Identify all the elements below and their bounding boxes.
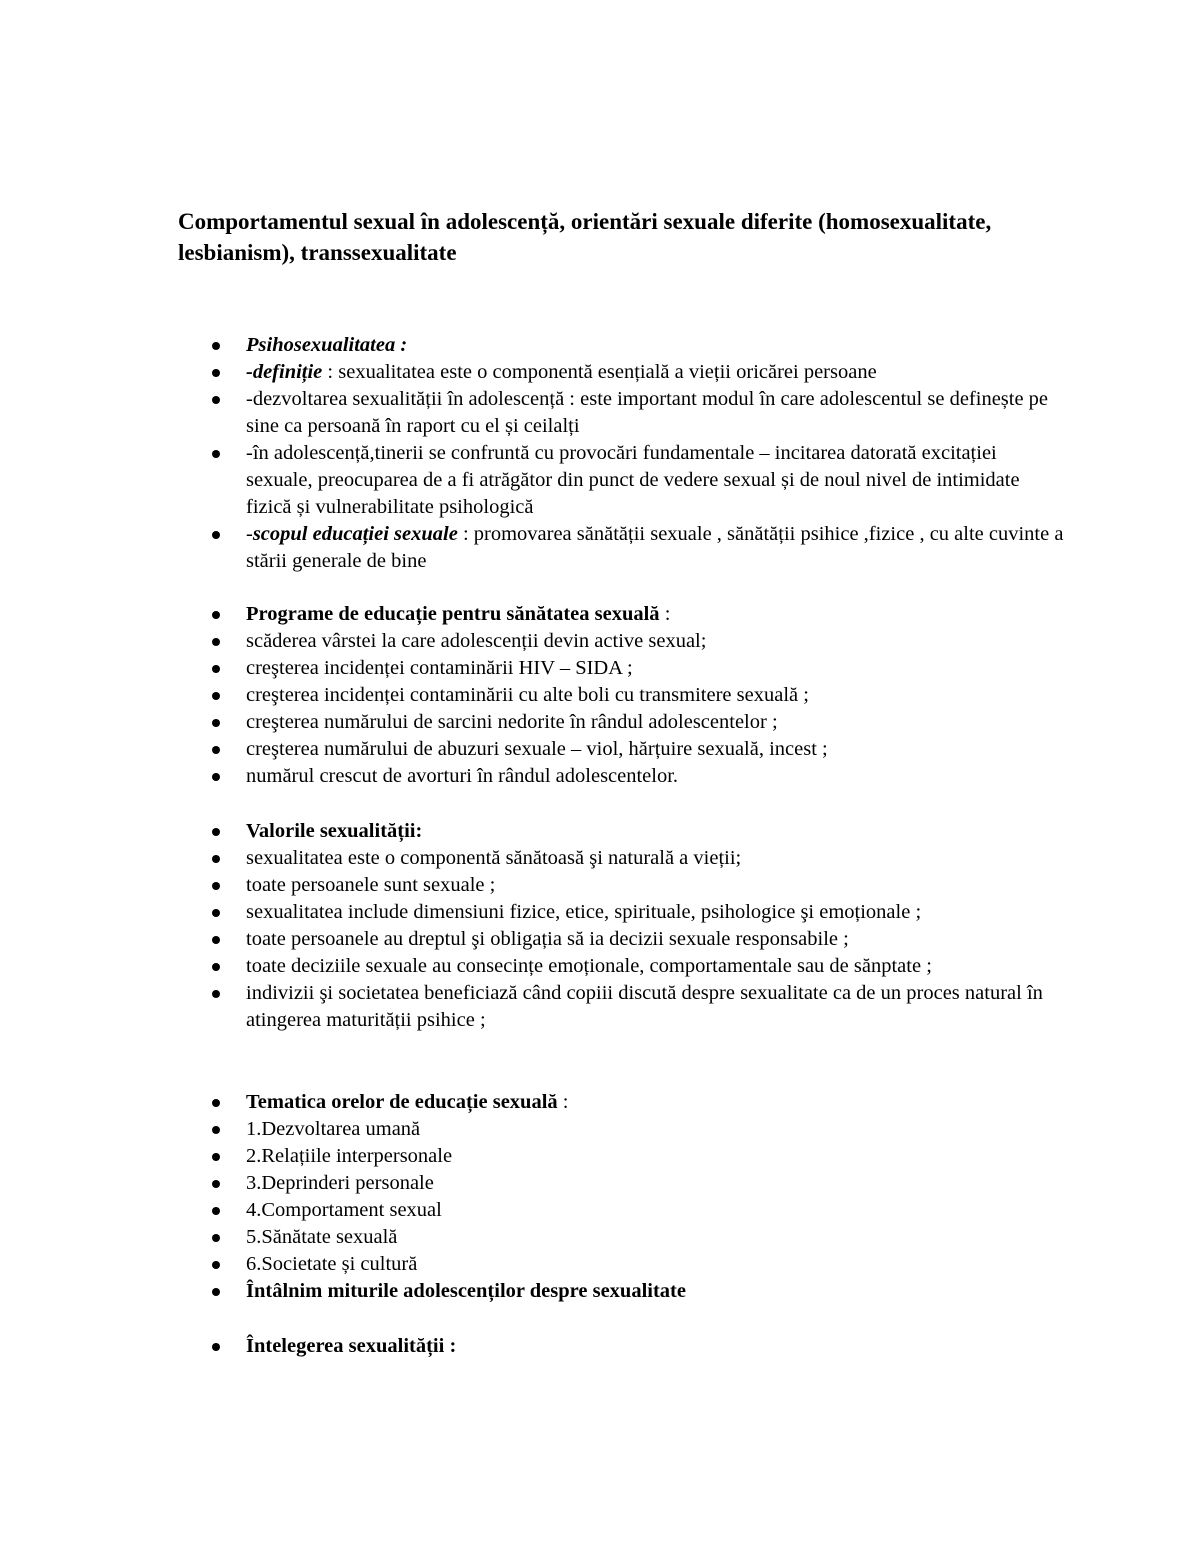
list-item [206, 1251, 1066, 1278]
list-item-text: toate persoanele au dreptul şi obligația să ia decizii sexuale responsabile ; [246, 928, 849, 950]
list-item [206, 926, 1066, 953]
list-item [206, 736, 1066, 763]
list-item [206, 953, 1066, 980]
list-item [206, 682, 1066, 709]
list-item [206, 332, 1066, 359]
list-item [206, 763, 1066, 790]
list-item [206, 655, 1066, 682]
list-item [206, 899, 1066, 926]
definitie-label: -definiție [246, 361, 323, 383]
list-item-text: 4.Comportament sexual [246, 1199, 442, 1221]
list-item-text: scăderea vârstei la care adolescenții devin active sexual; [246, 630, 707, 652]
list-item-text: toate deciziile sexuale au consecințe emoționale, comportamentale sau de sănptate ; [246, 955, 932, 977]
list-item [206, 386, 1066, 440]
section-heading: Valorile sexualității: [246, 820, 423, 842]
list-item-text: 2.Relațiile interpersonale [246, 1145, 453, 1167]
dezvoltarea-text: -dezvoltarea sexualității în adolescență : este important modul în care adolescentul se definește pe sine ca persoană în raport cu el și ceilalți [246, 388, 1049, 437]
section-heading: Întelegerea sexualității : [246, 1335, 457, 1357]
list-item-text: toate persoanele sunt sexuale ; [246, 874, 496, 896]
list-item-text: 5.Sănătate sexuală [246, 1226, 398, 1248]
list-item [206, 1143, 1066, 1170]
list-item [206, 1197, 1066, 1224]
list-item [206, 1224, 1066, 1251]
list-item [206, 628, 1066, 655]
list-item [206, 845, 1066, 872]
provocari-text: -în adolescență,tinerii se confruntă cu provocări fundamentale – incitarea datorată excitației sexuale, preocuparea de a fi atrăgător din punct de vedere sexual și de noul nivel de intimidate fizică și vulnerabilitate psihologică [246, 442, 1020, 518]
section-heading: Programe de educație pentru sănătatea sexuală [246, 603, 660, 625]
list-item-text: 3.Deprinderi personale [246, 1172, 434, 1194]
list-item [206, 521, 1066, 575]
list-item-text: sexualitatea include dimensiuni fizice, etice, spirituale, psihologice şi emoționale ; [246, 901, 922, 923]
list-item-text: creşterea numărului de sarcini nedorite în rândul adolescentelor ; [246, 711, 778, 733]
list-item-text: creşterea numărului de abuzuri sexuale – viol, hărțuire sexuală, incest ; [246, 738, 828, 760]
list-item [206, 980, 1066, 1034]
list-item [206, 818, 1066, 845]
list-item [206, 1089, 1066, 1116]
list-item [206, 872, 1066, 899]
section-intelegerea [206, 1333, 1066, 1360]
heading-suffix: : [557, 1091, 569, 1113]
list-item-text: 6.Societate și cultură [246, 1253, 418, 1275]
heading-suffix: : [659, 603, 671, 625]
document-title: Comportamentul sexual în adolescență, orientări sexuale diferite (homosexualitate, lesbianism), transsexualitate [178, 209, 992, 265]
scopul-label: scopul educației sexuale [252, 523, 458, 545]
miturile-heading: Întâlnim miturile adolescenților despre sexualitate [246, 1280, 686, 1302]
list-item [206, 1333, 1066, 1360]
section-valorile [206, 818, 1066, 1034]
section-tematica [206, 1089, 1066, 1305]
section-programe [206, 601, 1066, 790]
list-item [206, 1170, 1066, 1197]
list-item [206, 1278, 1066, 1305]
definitie-text: : sexualitatea este o componentă esențială a vieții oricărei persoane [322, 361, 877, 383]
section-heading: Psihosexualitatea : [246, 334, 408, 356]
list-item-text: sexualitatea este o componentă sănătoasă şi naturală a vieții; [246, 847, 742, 869]
list-item-text: indivizii şi societatea beneficiază când copiii discută despre sexualitate ca de un proces natural în atingerea maturității psihice ; [246, 982, 1043, 1031]
list-item-text: creşterea incidenței contaminării cu alte boli cu transmitere sexuală ; [246, 684, 809, 706]
list-item [206, 709, 1066, 736]
list-item-text: 1.Dezvoltarea umană [246, 1118, 421, 1140]
list-item [206, 359, 1066, 386]
scopul-prefix: - [246, 523, 253, 545]
list-item [206, 440, 1066, 521]
list-item-text: creşterea incidenței contaminării HIV – SIDA ; [246, 657, 633, 679]
section-heading: Tematica orelor de educație sexuală [246, 1091, 558, 1113]
section-psihosexualitatea [206, 332, 1066, 575]
scopul-text: : promovarea sănătății sexuale , sănătății psihice ,fizice , cu alte cuvinte a stării generale de bine [246, 523, 1064, 572]
list-item-text: numărul crescut de avorturi în rândul adolescentelor. [246, 765, 679, 787]
list-item [206, 1116, 1066, 1143]
list-item [206, 601, 1066, 628]
